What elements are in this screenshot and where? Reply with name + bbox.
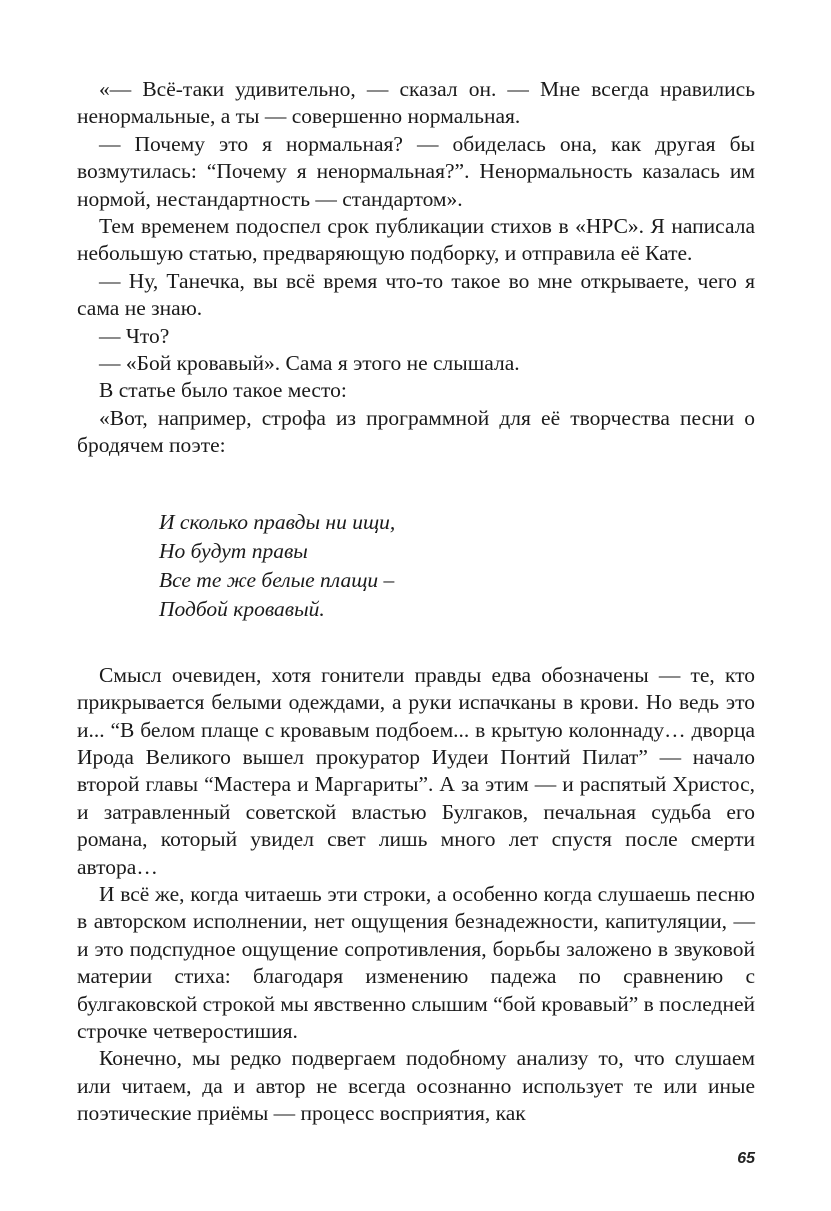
paragraph: И всё же, когда читаешь эти строки, а особенно когда слушаешь песню в авторском исполнении, нет ощущения безнадежности, капитуляции, — и это подспудное ощущение сопротивления, борьбы заложено в звуковой материи стиха: благодаря изменению падежа по сравнению с булгаковской строкой мы явственно слышим “бой кровавый” в последней строчке четверостишия. [77,881,755,1043]
poem-stanza [159,508,755,624]
poem-line: Подбой кровавый. [159,596,325,621]
page-number: 65 [737,1150,755,1167]
paragraph: «Вот, например, строфа из программной для её творчества песни о бродячем поэте: [77,405,755,458]
paragraph: — Ну, Танечка, вы всё время что-то такое во мне открываете, чего я сама не знаю. [77,268,755,321]
paragraph: «— Всё-таки удивительно, — сказал он. — Мне всегда нравились ненормальные, а ты — совершенно нормальная. [77,77,755,129]
paragraph: — Почему это я нормальная? — обиделась она, как другая бы возмутилась: “Почему я ненормальная?”. Ненормальность казалась им нормой, нестандартность — стандартом». [77,131,755,211]
book-page [77,76,755,1128]
paragraph: В статье было такое место: [99,378,347,403]
paragraph: — «Бой кровавый». Сама я этого не слышала. [99,351,520,376]
poem-line: Но будут правы [159,538,308,563]
paragraph: Тем временем подоспел срок публикации стихов в «НРС». Я написала небольшую статью, предваряющую подборку, и отправила её Кате. [77,214,755,266]
poem-line: Все те же белые плащи – [159,567,395,592]
paragraph: Смысл очевиден, хотя гонители правды едва обозначены — те, кто прикрывается белыми одеждами, а руки испачканы в крови. Но ведь это и... “В белом плаще с кровавым подбоем... в крытую колоннаду… дворца Ирода Великого вышел прокуратор Иудеи Понтий Пилат” — начало второй главы “Мастера и Маргариты”. А за этим — и распятый Христос, и затравленный советской властью Булгаков, печальная судьба его романа, который увидел свет лишь много лет спустя после смерти автора… [77,662,755,879]
paragraph: Конечно, мы редко подвергаем подобному анализу то, что слушаем или читаем, да и автор не всегда осознанно использует те или иные поэтические приёмы — процесс восприятия, как [77,1046,755,1126]
poem-line: И сколько правды ни ищи, [159,509,396,534]
paragraph: — Что? [99,323,170,348]
